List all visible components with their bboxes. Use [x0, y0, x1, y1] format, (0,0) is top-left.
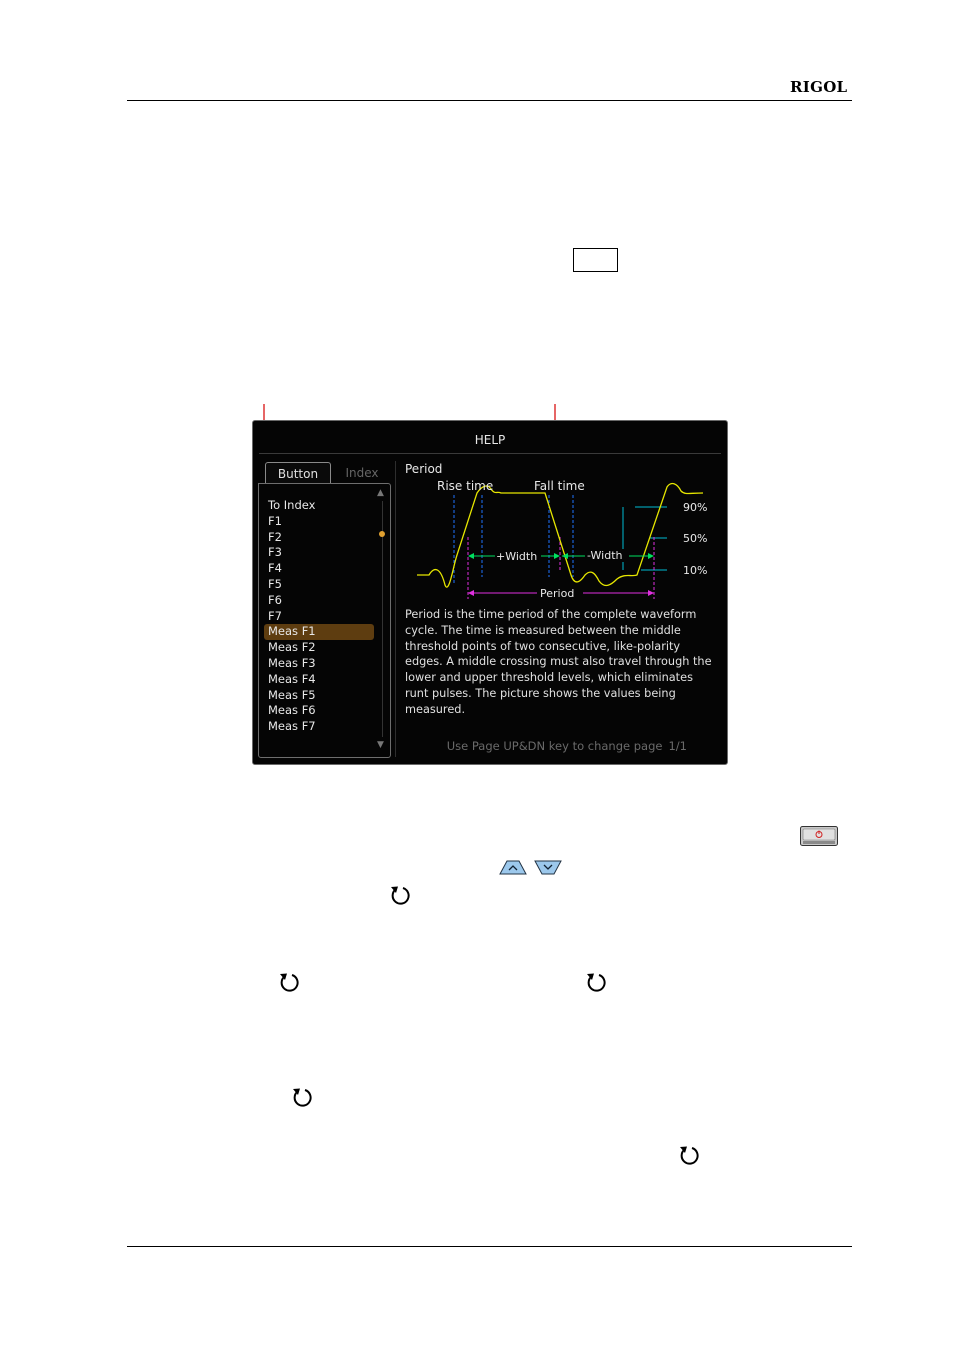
list-item-f3[interactable]: F3 [268, 545, 282, 560]
list-items [264, 498, 374, 735]
waveform-trace [417, 484, 703, 588]
label-90-percent: 90% [683, 501, 708, 514]
tab-index[interactable]: Index [345, 466, 379, 480]
list-item-f2[interactable]: F2 [268, 529, 282, 544]
list-item-f1[interactable]: F1 [268, 513, 282, 528]
label-50-percent: 50% [683, 532, 708, 545]
multifunction-knob-icon [290, 1085, 314, 1109]
page-down-key-icon [534, 860, 562, 875]
label-plus-width: +Width [496, 550, 538, 563]
key-label-box [573, 248, 618, 272]
help-topic-list [258, 483, 391, 758]
label-rise-time: Rise time [437, 479, 494, 493]
multifunction-knob-icon [677, 1143, 701, 1167]
scrollbar-thumb[interactable] [379, 531, 385, 537]
header-rule [127, 100, 852, 101]
label-minus-width: -Width [587, 549, 623, 562]
list-item-to-index[interactable]: To Index [268, 498, 316, 512]
help-title-bar [259, 425, 721, 454]
topic-heading: Period [405, 462, 443, 476]
header-brand: RIGOL [790, 78, 848, 96]
power-button-icon [800, 826, 838, 846]
period-arrow-left [468, 590, 474, 596]
period-arrow-right [648, 590, 654, 596]
page-up-key-icon [499, 860, 527, 875]
list-item-f5[interactable]: F5 [268, 576, 282, 591]
tab-button[interactable]: Button [265, 462, 331, 484]
list-item-meas-f2[interactable]: Meas F2 [268, 640, 316, 655]
scroll-up-icon[interactable]: ▲ [377, 488, 384, 498]
minus-width-arrow-right [648, 553, 654, 559]
multifunction-knob-icon [584, 970, 608, 994]
list-item-meas-f7[interactable]: Meas F7 [268, 719, 316, 734]
scroll-down-icon[interactable]: ▼ [377, 740, 384, 750]
list-item-meas-f6[interactable]: Meas F6 [268, 703, 316, 718]
panel-divider [395, 461, 396, 757]
list-item-f6[interactable]: F6 [268, 592, 282, 607]
page-number: 1/1 [668, 739, 687, 753]
multifunction-knob-icon [277, 970, 301, 994]
list-item-f4[interactable]: F4 [268, 561, 282, 576]
label-10-percent: 10% [683, 564, 708, 577]
multifunction-knob-icon [388, 883, 412, 907]
topic-description: Period is the time period of the complete waveform cycle. The time is measured between the middle threshold points of two consecutive, like-polarity edges. A middle crossing must also travel through the lower and upper threshold levels, which eliminates runt pulses. The picture shows the values being measured. [405, 608, 712, 716]
list-item-meas-f4[interactable]: Meas F4 [268, 671, 316, 686]
list-item-meas-f5[interactable]: Meas F5 [268, 687, 316, 702]
label-period: Period [540, 587, 575, 600]
list-item-meas-f1[interactable]: Meas F1 [264, 624, 374, 640]
period-waveform-diagram [405, 477, 717, 607]
label-fall-time: Fall time [534, 479, 585, 493]
list-item-f7[interactable]: F7 [268, 608, 282, 623]
page-hint [253, 739, 728, 753]
plus-width-arrow-right [554, 553, 560, 559]
help-title: HELP [474, 433, 506, 447]
plus-width-arrow-left [468, 553, 474, 559]
help-screen [252, 420, 728, 765]
footer-rule [127, 1246, 852, 1247]
list-item-meas-f3[interactable]: Meas F3 [268, 655, 316, 670]
page-hint-text: Use Page UP&DN key to change page [446, 739, 663, 753]
